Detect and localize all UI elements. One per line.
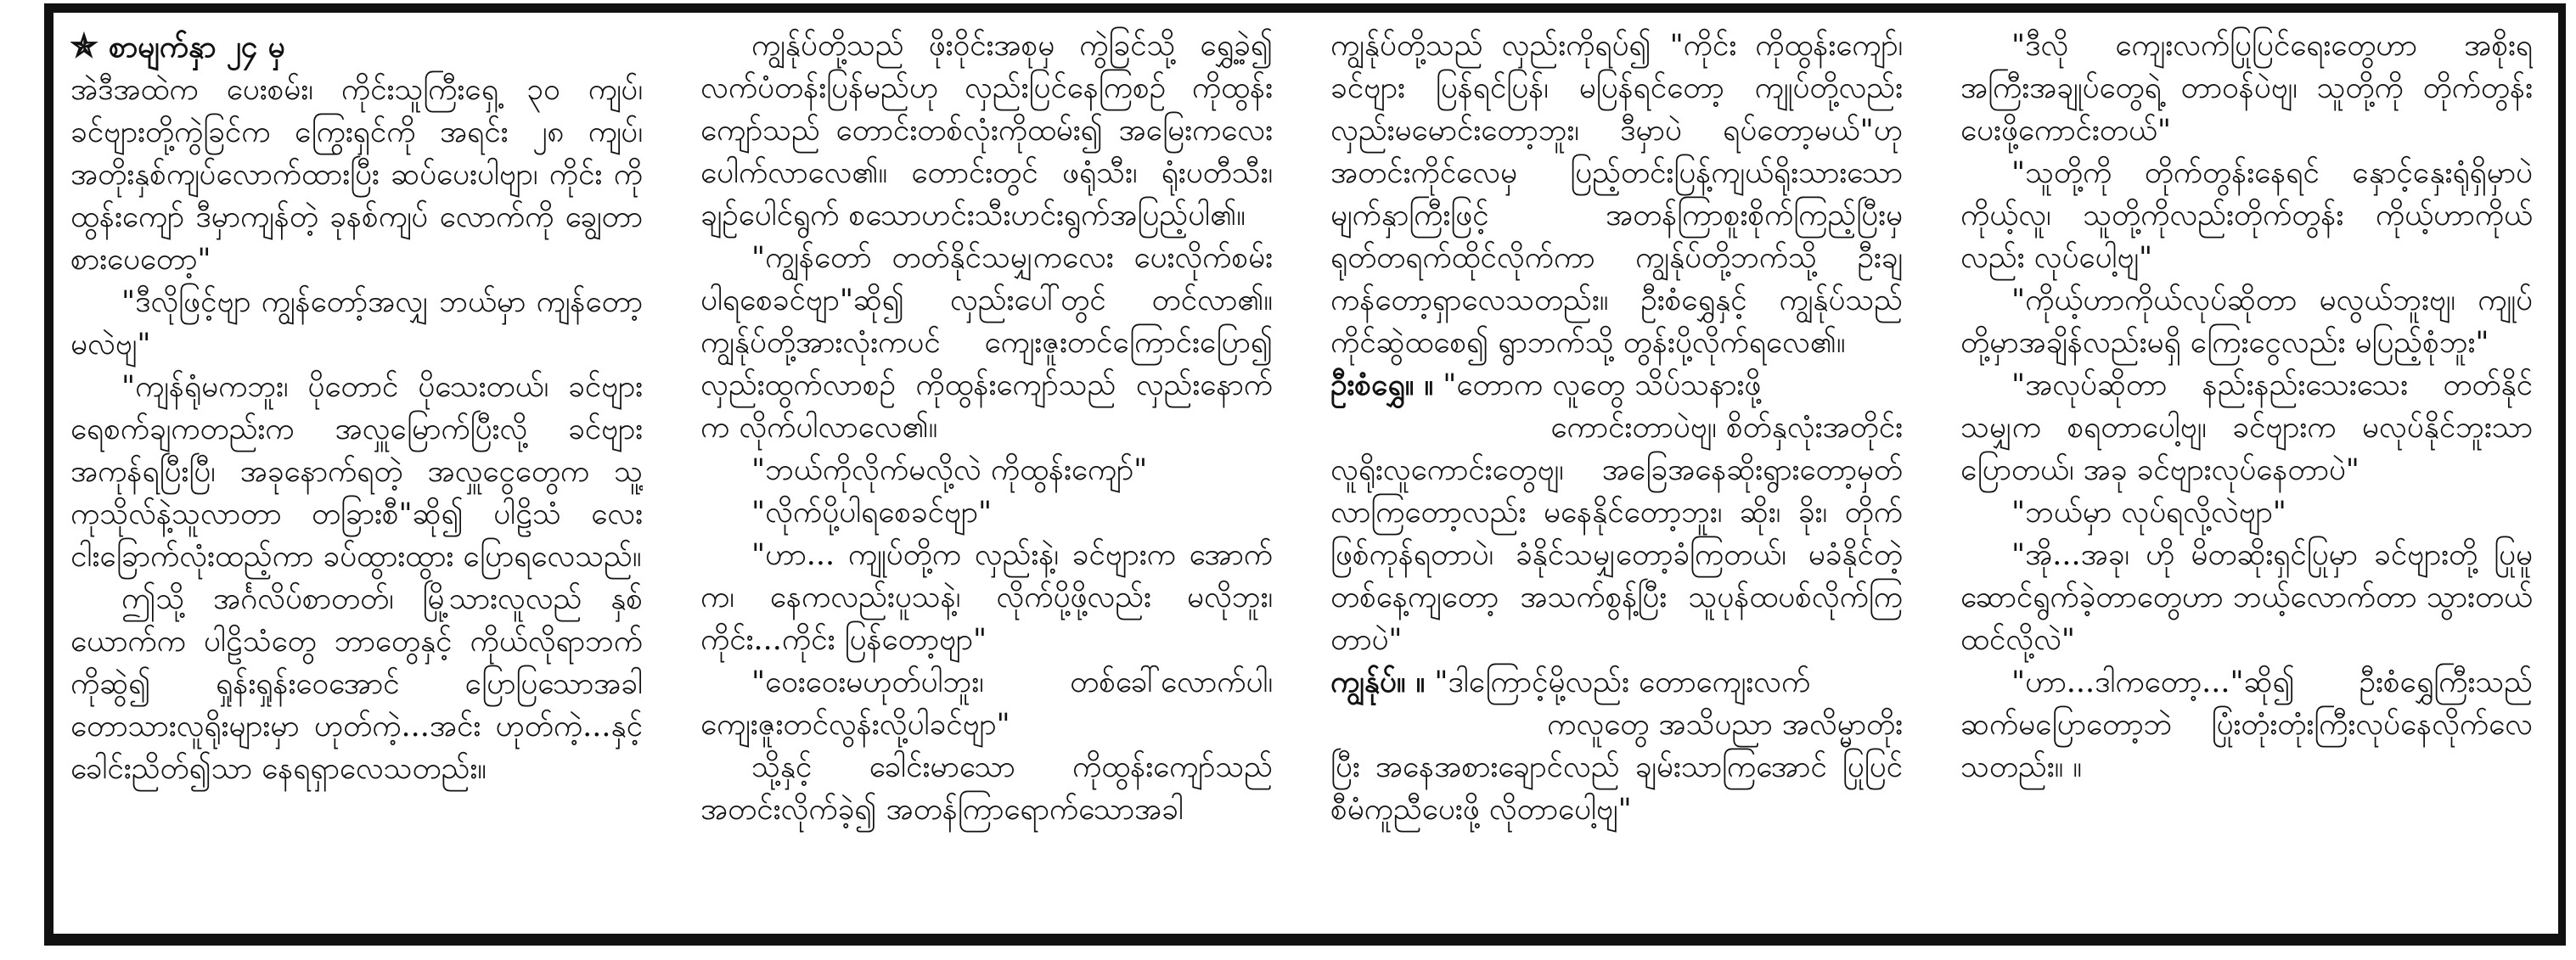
speaker-name: ဦးစံရွှေ။ ။ xyxy=(1330,368,1434,402)
star-icon: ✯ xyxy=(70,26,110,65)
paragraph: ကလူတွေ အသိပညာ အလိမ္မာတိုး xyxy=(1547,708,1903,742)
paragraph: အဲဒီအထဲက ပေးစမ်း၊ ကိုင်းသူကြီးရှေ့ ၃၀ ကျပ်၊ ခင်ဗျားတို့ကွဲခြင်က ကြွေးရှင်ကို အရင်း ၂၈ ကျပ်၊ အတိုးနှစ်ကျပ်လောက်ထားပြီး ဆပ်ပေးပါဗျာ၊ ကိုင်း ကိုထွန်းကျော် ဒီမှာကျန်တဲ့ ခုနစ်ကျပ် လောက်ကို ချွေတာစားပေတော့" xyxy=(70,73,643,277)
paragraph: "ဒီလို ကျေးလက်ပြုပြင်ရေးတွေဟာ အစိုးရ အကြီးအချုပ်တွေရဲ့ တာဝန်ပဲဗျ၊ သူတို့ကို တိုက်တွန်းပေးဖို့ကောင်းတယ်" xyxy=(1960,29,2533,148)
paragraph: "ဘယ်မှာ လုပ်ရလို့လဲဗျာ" xyxy=(2011,496,2286,530)
speaker-name: ကျွန်ုပ်။ ။ xyxy=(1330,665,1426,699)
paragraph: "အလုပ်ဆိုတာ နည်းနည်းသေးသေး တတ်နိုင်သမျှက စရတာပေါ့ဗျ၊ ခင်ဗျားက မလုပ်နိုင်ဘူးသာပြောတယ်၊ အခု ခင်ဗျားလုပ်နေတာပဲ" xyxy=(1960,368,2533,487)
paragraph: "သူတို့ကို တိုက်တွန်းနေရင် နှောင့်နှေးရုံရှိမှာပဲကိုယ့်လူ၊ သူတို့ကိုလည်းတိုက်တွန်း ကိုယ့်ဟာကိုယ်လည်း လုပ်ပေါ့ဗျ" xyxy=(1960,156,2533,275)
paragraph: "ဟာ...ဒါကတော့..."ဆို၍ ဦးစံရွှေကြီးသည် ဆက်မပြောတော့ဘဲ ပြုံးတုံးတုံးကြီးလုပ်နေလိုက်လေသတည်း။ ။ xyxy=(1960,665,2533,784)
column-1 xyxy=(70,25,643,929)
paragraph: "ကျွန်တော် တတ်နိုင်သမျှကလေး ပေးလိုက်စမ်းပါရစေခင်ဗျာ"ဆို၍ လှည်းပေါ်တွင် တင်လာ၏။ ကျွန်ုပ်တို့အားလုံးကပင် ကျေးဇူးတင်ကြောင်းပြော၍ လှည်းထွက်လာစဉ် ကိုထွန်းကျော်သည် လှည်းနောက်က လိုက်ပါလာလေ၏။ xyxy=(700,241,1273,445)
paragraph: "အို...အခု၊ ဟို မိတဆိုးရှင်ပြုမှာ ခင်ဗျားတို့ ပြုမူဆောင်ရွက်ခဲ့တာတွေဟာ ဘယ့်လောက်တာ သွားတယ်ထင်လို့လဲ" xyxy=(1960,538,2533,657)
dialogue-text: "တောက လူတွေ သိပ်သနားဖို့ xyxy=(1443,368,1762,402)
paragraph: "ဟာ... ကျုပ်တို့က လှည်းနဲ့၊ ခင်ဗျားက အောက်က၊ နေကလည်းပူသနဲ့၊ လိုက်ပို့ဖို့လည်း မလိုဘူး၊ ကိုင်း...ကိုင်း ပြန်တော့ဗျာ" xyxy=(700,538,1273,657)
continuation-note xyxy=(70,25,643,69)
article-frame xyxy=(44,3,2566,946)
article-columns xyxy=(70,25,2533,929)
paragraph: ပြီး အနေအစားချောင်လည် ချမ်းသာကြအောင် ပြုပြင်စီမံကူညီပေးဖို့ လိုတာပေါ့ဗျ" xyxy=(1330,750,1903,827)
paragraph: သို့နှင့် ခေါင်းမာသော ကိုထွန်းကျော်သည် အတင်းလိုက်ခဲ့၍ အတန်ကြာရောက်သောအခါ xyxy=(700,750,1273,827)
continuation-label: စာမျက်နှာ ၂၄ မှ xyxy=(109,30,285,65)
paragraph: ဤသို့ အင်္ဂလိပ်စာတတ်၊ မြို့သားလူလည် နှစ်ယောက်က ပါဠိသံတွေ ဘာတွေနှင့် ကိုယ်လိုရာဘက်ကိုဆွဲ၍ ရှုန်းရှုန်းဝေအောင် ပြောပြသောအခါ တောသားလူရိုးများမှာ ဟုတ်ကဲ့...အင်း ဟုတ်ကဲ့...နှင့် ခေါင်းညိတ်၍သာ နေရရှာလေသတည်း။ xyxy=(70,582,643,786)
column-2 xyxy=(700,25,1273,929)
paragraph: "ကိုယ့်ဟာကိုယ်လုပ်ဆိုတာ မလွယ်ဘူးဗျ၊ ကျုပ်တို့မှာအချိန်လည်းမရှိ ကြေးငွေလည်း မပြည့်စုံဘူး" xyxy=(1960,284,2533,360)
paragraph: လူရိုးလူကောင်းတွေဗျ၊ အခြေအနေဆိုးရွားတော့မှတ် လာကြတော့လည်း မနေနိုင်တော့ဘူး၊ ဆိုး၊ ခိုး၊ တိုက် ဖြစ်ကုန်ရတာပဲ၊ ခံနိုင်သမျှတော့ခံကြတယ်၊ မခံနိုင်တဲ့ တစ်နေ့ကျတော့ အသက်စွန့်ပြီး သူပုန်ထပစ်လိုက်ကြ တာပဲ" xyxy=(1330,453,1903,657)
dialogue-text: "ဒါကြောင့်မို့လည်း တောကျေးလက် xyxy=(1434,665,1811,699)
paragraph: "ဘယ်ကိုလိုက်မလို့လဲ ကိုထွန်းကျော်" xyxy=(751,453,1148,487)
column-4 xyxy=(1960,25,2533,929)
paragraph: ကျွန်ုပ်တို့သည် ဖိုးဝိုင်းအစုမှ ကွဲခြင်သို့ ရွှေ့ခဲ့၍ လက်ပံတန်းပြန်မည်ဟု လှည်းပြင်နေကြစဉ် ကိုထွန်းကျော်သည် တောင်းတစ်လုံးကိုထမ်း၍ အမြေးကလေး ပေါက်လာလေ၏။ တောင်းတွင် ဖရုံသီး၊ ရုံးပတီသီး၊ ချဉ်ပေါင်ရွက် စသောဟင်းသီးဟင်းရွက်အပြည့်ပါ၏။ xyxy=(700,29,1273,233)
dialogue-line xyxy=(1330,364,1903,407)
paragraph: "ဝေးဝေးမဟုတ်ပါဘူး၊ တစ်ခေါ်လောက်ပါ၊ ကျေးဇူးတင်လွန်းလို့ပါခင်ဗျာ" xyxy=(700,665,1273,742)
paragraph: "လိုက်ပို့ပါရစေခင်ဗျာ" xyxy=(751,496,993,530)
paragraph: ကောင်းတာပဲဗျ၊ စိတ်နှလုံးအတိုင်း xyxy=(1550,411,1903,445)
dialogue-line xyxy=(1330,661,1903,704)
paragraph: ကျွန်ုပ်တို့သည် လှည်းကိုရပ်၍ "ကိုင်း ကိုထွန်းကျော်၊ ခင်ဗျား ပြန်ရင်ပြန်၊ မပြန်ရင်တော့ ကျုပ်တို့လည်း လှည်းမမောင်းတော့ဘူး၊ ဒီမှာပဲ ရပ်တော့မယ်"ဟု အတင်းကိုင်လေမှ ပြည့်တင်းပြန့်ကျယ်ရိုးသားသော မျက်နှာကြီးဖြင့် အတန်ကြာစူးစိုက်ကြည့်ပြီးမှ ရုတ်တရက်ထိုင်လိုက်ကာ ကျွန်ုပ်တို့ဘက်သို့ ဦးချ ကန်တော့ရှာလေသတည်း။ ဦးစံရွှေနှင့် ကျွန်ုပ်သည် ကိုင်ဆွဲထစေ၍ ရွာဘက်သို့ တွန်းပို့လိုက်ရလေ၏။ xyxy=(1330,29,1903,360)
column-3 xyxy=(1330,25,1903,929)
paragraph: "ကျန်ရုံမကဘူး၊ ပိုတောင် ပိုသေးတယ်၊ ခင်ဗျားရေစက်ချကတည်းက အလှူမြောက်ပြီးလို့ ခင်ဗျားအကုန်ရပြီးပြီ၊ အခုနောက်ရတဲ့ အလှူငွေတွေက သူ့ကုသိုလ်နဲ့သူလာတာ တခြားစီ"ဆို၍ ပါဠိသံ လေးငါးခြောက်လုံးထည့်ကာ ခပ်ထွားထွား ပြောရလေသည်။ xyxy=(70,370,643,574)
paragraph: "ဒီလိုဖြင့်ဗျာ ကျွန်တော့်အလျှ ဘယ်မှာ ကျန်တော့မလဲဗျ" xyxy=(70,285,643,362)
